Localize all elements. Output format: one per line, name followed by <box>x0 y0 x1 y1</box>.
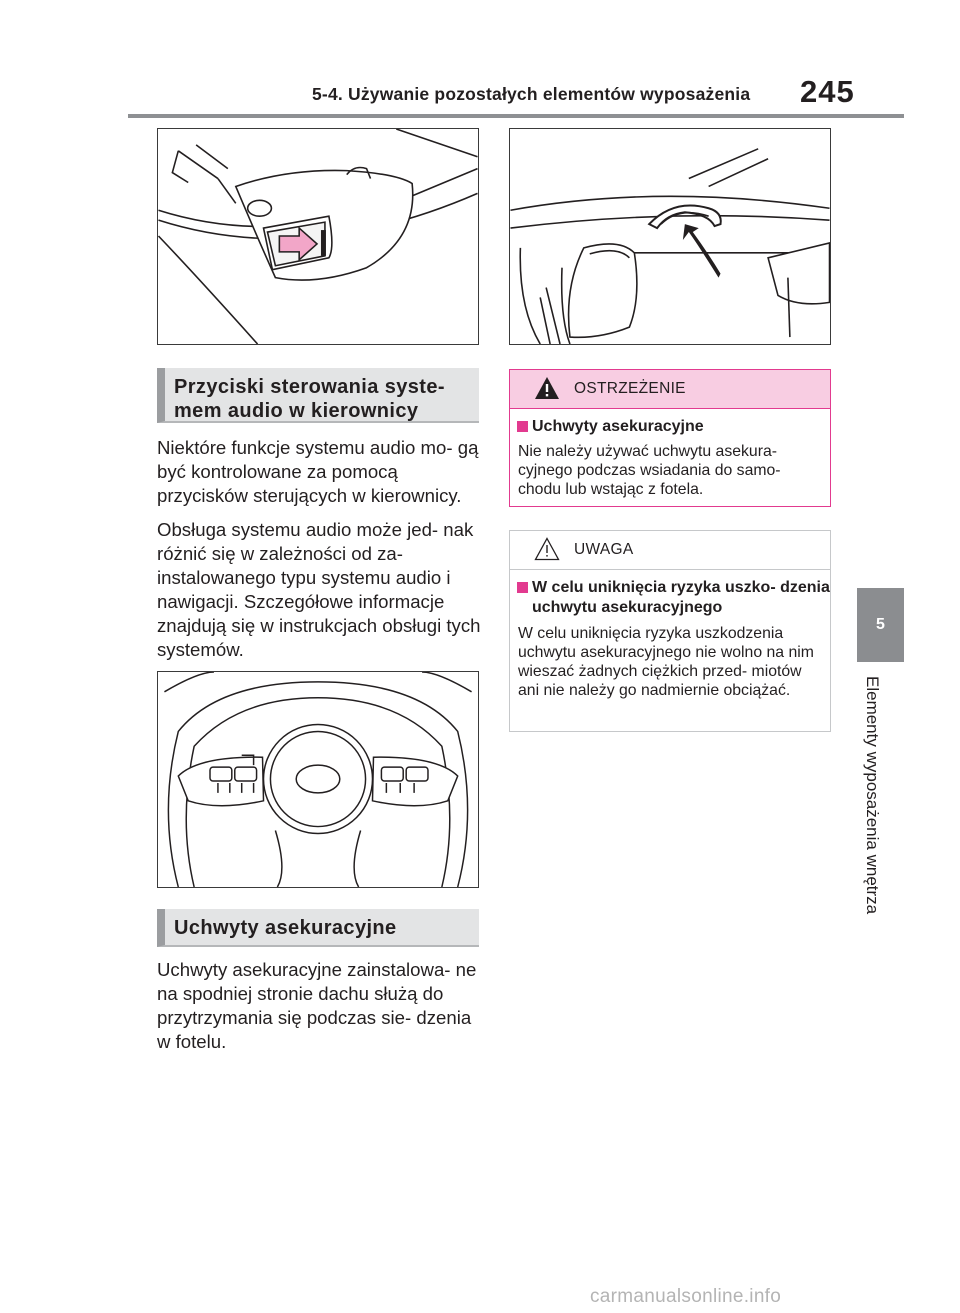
section-heading-audio <box>157 368 479 423</box>
section-heading-grips <box>157 909 479 947</box>
audio-paragraph-2: Obsługa systemu audio może jed- nak różnić się w zależności od za- instalowanego typu systemu audio i nawigacji. Szczegółowe informacje znajdują się w instrukcjach obsługi tych systemów. <box>157 519 481 660</box>
page-number: 245 <box>800 74 855 109</box>
bullet-square-icon <box>517 582 528 593</box>
steering-wheel-figure <box>157 671 479 888</box>
chapter-title-vertical <box>862 676 886 936</box>
heading-text: Uchwyty asekuracyjne <box>174 917 397 939</box>
assist-grip-illustration <box>510 129 830 344</box>
notice-body: W celu uniknięcia ryzyka uszkodzenia uchwytu asekuracyjnego nie wolno na nim wieszać żadnych ciężkich przed- miotów ani nie należy go nadmiernie obciążać. <box>518 625 814 699</box>
notice-subheading: W celu uniknięcia ryzyka uszko- dzenia uchwytu asekuracyjnego <box>510 578 830 618</box>
notice-header <box>510 531 830 570</box>
grips-paragraph: Uchwyty asekuracyjne zainstalowa- ne na spodniej stronie dachu służą do przytrzymania się podczas sie- dzenia w fotelu. <box>157 959 477 1052</box>
audio-paragraph-1: Niektóre funkcje systemu audio mo- gą być kontrolowane za pomocą przycisków sterujących w kierownicy. <box>157 437 479 506</box>
chapter-tab[interactable] <box>857 588 904 662</box>
chapter-number: 5 <box>876 616 885 633</box>
warning-header <box>510 370 830 409</box>
warning-subheading: Uchwyty asekuracyjne <box>510 417 830 437</box>
bullet-square-icon <box>517 421 528 432</box>
caution-triangle-icon <box>534 537 560 561</box>
watermark: carmanualsonline.info <box>590 1286 782 1307</box>
heading-line-2: mem audio w kierownicy <box>174 400 419 422</box>
header-rule <box>128 114 904 118</box>
warning-title: OSTRZEŻENIE <box>574 380 686 397</box>
running-header-title: 5-4. Używanie pozostałych elementów wyposażenia <box>312 84 751 104</box>
assist-grip-figure <box>509 128 831 345</box>
warning-body: Nie należy używać uchwytu asekura- cyjnego podczas wsiadania do samo- chodu lub wstając z fotela. <box>518 443 781 498</box>
steering-wheel-audio-switches-illustration <box>158 672 478 887</box>
warning-box <box>509 369 831 507</box>
heading-line-1: Przyciski sterowania syste- <box>174 376 445 398</box>
chapter-title: Elementy wyposażenia wnętrza <box>863 676 882 915</box>
grips-description <box>157 958 487 1064</box>
notice-title: UWAGA <box>574 541 634 558</box>
notice-box <box>509 530 831 732</box>
warning-triangle-icon <box>534 376 560 400</box>
sun-visor-figure <box>157 128 479 345</box>
audio-description <box>157 436 487 672</box>
sun-visor-mirror-illustration <box>158 129 478 344</box>
